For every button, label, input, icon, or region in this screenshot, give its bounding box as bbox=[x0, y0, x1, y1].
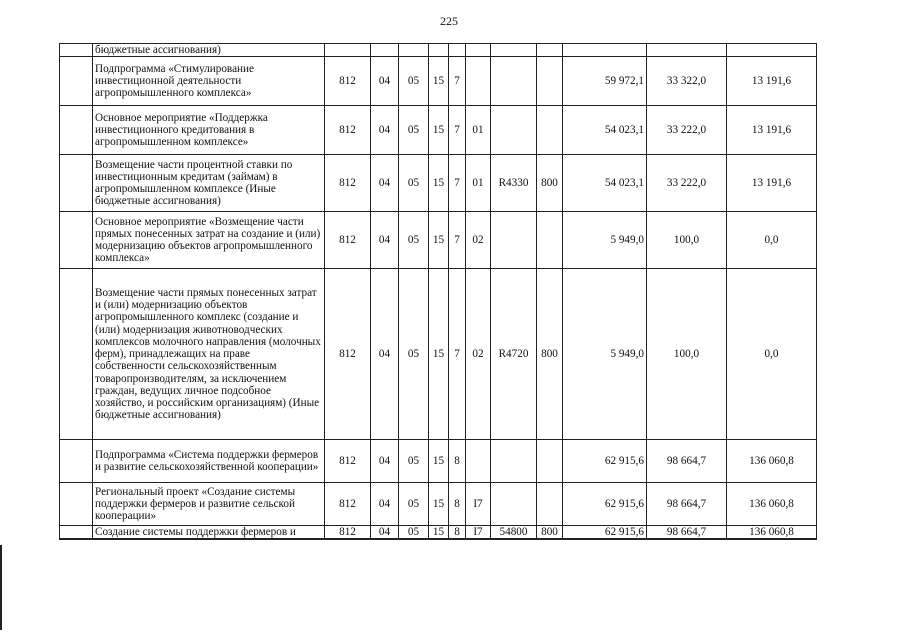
subprogram-code-cell bbox=[449, 269, 466, 440]
amount-year3-text: 136 060,8 bbox=[749, 455, 794, 468]
subsection-code-text: 05 bbox=[407, 234, 420, 247]
subsection-code-cell bbox=[399, 57, 429, 106]
section-code-text: 04 bbox=[378, 124, 391, 137]
amount-year1-cell bbox=[563, 44, 647, 57]
row-name-text: Основное мероприятие «Поддержка инвестиционного кредитования в агропромышленном комплексе» bbox=[95, 111, 268, 149]
blank-cell bbox=[60, 269, 93, 440]
ministry-code-cell bbox=[325, 44, 371, 57]
row-name-cell bbox=[93, 440, 325, 483]
amount-year3-cell bbox=[727, 44, 817, 57]
event-code-cell bbox=[466, 212, 491, 269]
blank-cell bbox=[60, 106, 93, 155]
subsection-code-cell bbox=[399, 155, 429, 212]
subprogram-code-cell bbox=[449, 212, 466, 269]
row-name-cell bbox=[93, 44, 325, 57]
subprogram-code-text: 7 bbox=[454, 348, 460, 361]
amount-year2-text: 33 322,0 bbox=[666, 75, 707, 88]
program-code-cell bbox=[429, 212, 449, 269]
ministry-code-text: 812 bbox=[339, 75, 356, 88]
event-code-cell bbox=[466, 44, 491, 57]
direction-code-cell bbox=[491, 212, 537, 269]
amount-year3-text: 13 191,6 bbox=[751, 75, 792, 88]
section-code-cell bbox=[371, 155, 399, 212]
section-code-cell bbox=[371, 483, 399, 526]
subprogram-code-cell bbox=[449, 440, 466, 483]
amount-year1-text: 62 915,6 bbox=[604, 526, 644, 539]
ministry-code-cell bbox=[325, 155, 371, 212]
section-code-cell bbox=[371, 526, 399, 540]
ministry-code-cell bbox=[325, 106, 371, 155]
row-name-text: Создание системы поддержки фермеров и bbox=[95, 526, 296, 539]
event-code-text: 02 bbox=[472, 234, 484, 247]
row-name-text: Региональный проект «Создание системы поддержки фермеров и развитие сельской кооперации» bbox=[95, 485, 296, 523]
program-code-cell bbox=[429, 526, 449, 540]
amount-year3-cell bbox=[727, 106, 817, 155]
event-code-cell bbox=[466, 106, 491, 155]
amount-year2-text: 100,0 bbox=[673, 348, 700, 361]
amount-year2-cell bbox=[647, 269, 727, 440]
section-code-cell bbox=[371, 269, 399, 440]
amount-year3-cell bbox=[727, 155, 817, 212]
subsection-code-cell bbox=[399, 106, 429, 155]
table-row bbox=[60, 526, 817, 540]
expense-type-cell bbox=[537, 269, 563, 440]
event-code-text: I7 bbox=[473, 526, 483, 539]
event-code-cell bbox=[466, 269, 491, 440]
direction-code-cell bbox=[491, 269, 537, 440]
amount-year3-cell bbox=[727, 57, 817, 106]
section-code-cell bbox=[371, 212, 399, 269]
amount-year3-text: 0,0 bbox=[764, 234, 779, 247]
subprogram-code-text: 7 bbox=[454, 177, 460, 190]
amount-year3-text: 136 060,8 bbox=[749, 498, 794, 511]
program-code-cell bbox=[429, 440, 449, 483]
subprogram-code-text: 7 bbox=[454, 234, 460, 247]
row-name-cell bbox=[93, 155, 325, 212]
event-code-text: 01 bbox=[472, 177, 484, 190]
ministry-code-cell bbox=[325, 483, 371, 526]
row-name-cell bbox=[93, 106, 325, 155]
subsection-code-cell bbox=[399, 440, 429, 483]
subprogram-code-cell bbox=[449, 155, 466, 212]
amount-year2-text: 33 222,0 bbox=[666, 124, 707, 137]
amount-year1-cell bbox=[563, 57, 647, 106]
subsection-code-text: 05 bbox=[407, 177, 420, 190]
section-code-cell bbox=[371, 106, 399, 155]
amount-year2-cell bbox=[647, 57, 727, 106]
event-code-text: 01 bbox=[472, 124, 484, 137]
amount-year3-cell bbox=[727, 483, 817, 526]
subsection-code-text: 05 bbox=[407, 75, 420, 88]
program-code-cell bbox=[429, 483, 449, 526]
amount-year1-text: 5 949,0 bbox=[610, 234, 644, 247]
direction-code-cell bbox=[491, 44, 537, 57]
amount-year3-cell bbox=[727, 212, 817, 269]
amount-year2-text: 98 664,7 bbox=[666, 455, 707, 468]
event-code-cell bbox=[466, 483, 491, 526]
subprogram-code-cell bbox=[449, 526, 466, 540]
program-code-text: 15 bbox=[432, 348, 445, 361]
direction-code-cell bbox=[491, 155, 537, 212]
subsection-code-text: 05 bbox=[407, 348, 420, 361]
amount-year2-text: 98 664,7 bbox=[666, 498, 707, 511]
ministry-code-text: 812 bbox=[339, 234, 356, 247]
blank-cell bbox=[60, 440, 93, 483]
direction-code-cell bbox=[491, 440, 537, 483]
subprogram-code-text: 8 bbox=[454, 455, 460, 468]
event-code-text: 02 bbox=[472, 348, 484, 361]
amount-year2-text: 33 222,0 bbox=[666, 177, 707, 190]
subprogram-code-cell bbox=[449, 106, 466, 155]
amount-year2-cell bbox=[647, 440, 727, 483]
subprogram-code-cell bbox=[449, 57, 466, 106]
subsection-code-text: 05 bbox=[407, 455, 420, 468]
subsection-code-cell bbox=[399, 44, 429, 57]
direction-code-cell bbox=[491, 57, 537, 106]
section-code-text: 04 bbox=[378, 75, 391, 88]
direction-code-text: 54800 bbox=[499, 526, 528, 539]
row-name-cell bbox=[93, 526, 325, 540]
amount-year3-text: 13 191,6 bbox=[751, 177, 792, 190]
amount-year3-text: 136 060,8 bbox=[749, 526, 794, 539]
expense-type-cell bbox=[537, 57, 563, 106]
blank-cell bbox=[60, 526, 93, 540]
section-code-cell bbox=[371, 57, 399, 106]
expense-type-cell bbox=[537, 155, 563, 212]
row-name-cell bbox=[93, 269, 325, 440]
amount-year1-cell bbox=[563, 483, 647, 526]
program-code-text: 15 bbox=[432, 124, 445, 137]
subprogram-code-text: 7 bbox=[454, 75, 460, 88]
ministry-code-text: 812 bbox=[339, 124, 356, 137]
ministry-code-text: 812 bbox=[339, 348, 356, 361]
table-row bbox=[60, 269, 817, 440]
amount-year2-cell bbox=[647, 212, 727, 269]
section-code-text: 04 bbox=[378, 498, 391, 511]
program-code-cell bbox=[429, 155, 449, 212]
budget-table bbox=[59, 43, 817, 540]
subsection-code-text: 05 bbox=[407, 526, 420, 539]
expense-type-cell bbox=[537, 44, 563, 57]
amount-year2-text: 100,0 bbox=[673, 234, 700, 247]
subsection-code-text: 05 bbox=[407, 124, 420, 137]
blank-cell bbox=[60, 44, 93, 57]
amount-year2-text: 98 664,7 bbox=[666, 526, 707, 539]
amount-year1-cell bbox=[563, 106, 647, 155]
expense-type-text: 800 bbox=[541, 348, 558, 361]
amount-year1-text: 54 023,1 bbox=[604, 124, 644, 137]
subprogram-code-text: 7 bbox=[454, 124, 460, 137]
row-name-text: бюджетные ассигнования) bbox=[95, 44, 221, 56]
amount-year1-cell bbox=[563, 269, 647, 440]
event-code-cell bbox=[466, 526, 491, 540]
section-code-text: 04 bbox=[378, 526, 391, 539]
amount-year2-cell bbox=[647, 526, 727, 540]
ministry-code-cell bbox=[325, 269, 371, 440]
program-code-cell bbox=[429, 44, 449, 57]
ministry-code-cell bbox=[325, 440, 371, 483]
section-code-text: 04 bbox=[378, 234, 391, 247]
table-row bbox=[60, 155, 817, 212]
ministry-code-cell bbox=[325, 526, 371, 540]
amount-year3-cell bbox=[727, 440, 817, 483]
subsection-code-cell bbox=[399, 526, 429, 540]
amount-year3-cell bbox=[727, 526, 817, 540]
direction-code-cell bbox=[491, 526, 537, 540]
amount-year3-cell bbox=[727, 269, 817, 440]
blank-cell bbox=[60, 483, 93, 526]
row-name-text: Возмещение части прямых понесенных затрат и (или) модернизацию объектов агропромышленного комплекс (создание и (или) модернизация животноводческих комплексов молочного направления (молочных ферм), принадлежащих на праве собственности сельскохозяйственным товаропроизводителям, за исключением граждан, ведущих личное подсобное хозяйство, и российским организациям) (Иные бюджетные ассигнования) bbox=[95, 287, 321, 422]
subprogram-code-text: 8 bbox=[454, 498, 460, 511]
direction-code-text: R4720 bbox=[498, 348, 529, 361]
amount-year3-text: 0,0 bbox=[764, 348, 779, 361]
subsection-code-cell bbox=[399, 212, 429, 269]
section-code-text: 04 bbox=[378, 348, 391, 361]
amount-year1-text: 62 915,6 bbox=[604, 498, 644, 511]
scan-edge-line bbox=[0, 545, 2, 630]
row-name-cell bbox=[93, 212, 325, 269]
row-name-cell bbox=[93, 483, 325, 526]
direction-code-cell bbox=[491, 106, 537, 155]
amount-year1-text: 59 972,1 bbox=[604, 75, 644, 88]
event-code-text: I7 bbox=[473, 498, 483, 511]
program-code-text: 15 bbox=[432, 177, 445, 190]
amount-year2-cell bbox=[647, 155, 727, 212]
ministry-code-cell bbox=[325, 57, 371, 106]
subprogram-code-text: 8 bbox=[454, 526, 460, 539]
amount-year1-cell bbox=[563, 526, 647, 540]
section-code-cell bbox=[371, 440, 399, 483]
amount-year1-cell bbox=[563, 440, 647, 483]
table-row bbox=[60, 44, 817, 57]
event-code-cell bbox=[466, 155, 491, 212]
table-row bbox=[60, 57, 817, 106]
direction-code-cell bbox=[491, 483, 537, 526]
amount-year2-cell bbox=[647, 106, 727, 155]
amount-year3-text: 13 191,6 bbox=[751, 124, 792, 137]
blank-cell bbox=[60, 212, 93, 269]
amount-year1-text: 62 915,6 bbox=[604, 455, 644, 468]
table-row bbox=[60, 106, 817, 155]
blank-cell bbox=[60, 57, 93, 106]
table-row bbox=[60, 440, 817, 483]
program-code-text: 15 bbox=[432, 526, 445, 539]
expense-type-cell bbox=[537, 440, 563, 483]
direction-code-text: R4330 bbox=[498, 177, 529, 190]
table-row bbox=[60, 483, 817, 526]
program-code-text: 15 bbox=[432, 498, 445, 511]
expense-type-text: 800 bbox=[541, 526, 558, 539]
amount-year2-cell bbox=[647, 483, 727, 526]
program-code-cell bbox=[429, 106, 449, 155]
blank-cell bbox=[60, 155, 93, 212]
amount-year1-text: 5 949,0 bbox=[610, 348, 644, 361]
amount-year1-cell bbox=[563, 212, 647, 269]
ministry-code-cell bbox=[325, 212, 371, 269]
ministry-code-text: 812 bbox=[339, 526, 356, 539]
subprogram-code-cell bbox=[449, 483, 466, 526]
amount-year1-text: 54 023,1 bbox=[604, 177, 644, 190]
expense-type-cell bbox=[537, 526, 563, 540]
expense-type-cell bbox=[537, 483, 563, 526]
subsection-code-text: 05 bbox=[407, 498, 420, 511]
row-name-text: Возмещение части процентной ставки по инвестиционным кредитам (займам) в агропромышленном комплексе (Иные бюджетные ассигнования) bbox=[95, 158, 293, 208]
row-name-text: Основное мероприятие «Возмещение части прямых понесенных затрат на создание и (или) модернизацию объектов агропромышленного комплекса» bbox=[95, 215, 321, 265]
program-code-text: 15 bbox=[432, 75, 445, 88]
row-name-cell bbox=[93, 57, 325, 106]
row-name-text: Подпрограмма «Система поддержки фермеров и развитие сельскохозяйственной кооперации» bbox=[95, 449, 319, 474]
table-row bbox=[60, 212, 817, 269]
subprogram-code-cell bbox=[449, 44, 466, 57]
expense-type-cell bbox=[537, 106, 563, 155]
subsection-code-cell bbox=[399, 269, 429, 440]
page-number: 225 bbox=[440, 14, 458, 28]
section-code-text: 04 bbox=[378, 455, 391, 468]
event-code-cell bbox=[466, 57, 491, 106]
expense-type-cell bbox=[537, 212, 563, 269]
program-code-cell bbox=[429, 269, 449, 440]
section-code-cell bbox=[371, 44, 399, 57]
program-code-text: 15 bbox=[432, 234, 445, 247]
amount-year1-cell bbox=[563, 155, 647, 212]
event-code-cell bbox=[466, 440, 491, 483]
ministry-code-text: 812 bbox=[339, 498, 356, 511]
program-code-text: 15 bbox=[432, 455, 445, 468]
subsection-code-cell bbox=[399, 483, 429, 526]
ministry-code-text: 812 bbox=[339, 455, 356, 468]
amount-year2-cell bbox=[647, 44, 727, 57]
program-code-cell bbox=[429, 57, 449, 106]
ministry-code-text: 812 bbox=[339, 177, 356, 190]
expense-type-text: 800 bbox=[541, 177, 558, 190]
section-code-text: 04 bbox=[378, 177, 391, 190]
row-name-text: Подпрограмма «Стимулирование инвестиционной деятельности агропромышленного комплекса» bbox=[95, 62, 254, 100]
